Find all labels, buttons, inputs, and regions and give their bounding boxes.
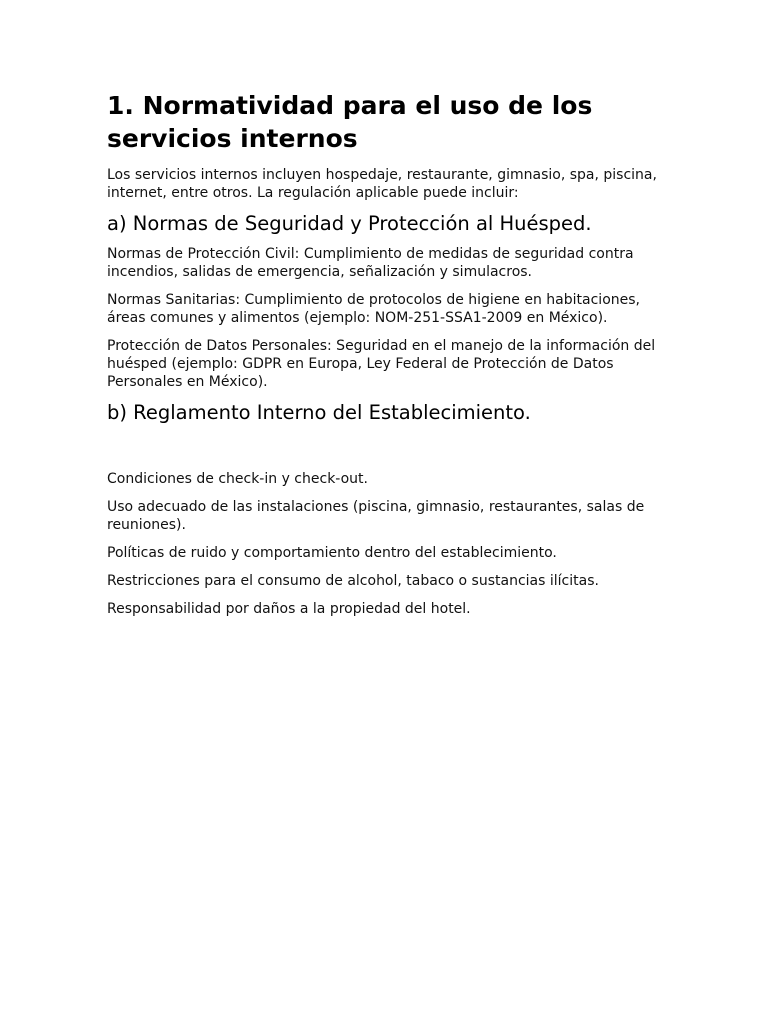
section-b-paragraph: Responsabilidad por daños a la propiedad del hotel. bbox=[107, 601, 471, 617]
section-a-heading: a) Normas de Seguridad y Protección al Huésped. bbox=[107, 212, 592, 235]
section-a-paragraph: Protección de Datos Personales: Seguridad en el manejo de la información del huésped (ejemplo: GDPR en Europa, Ley Federal de Protección de Datos Personales en México). bbox=[107, 338, 656, 390]
section-b-paragraph: Condiciones de check-in y check-out. bbox=[107, 471, 368, 487]
spacer bbox=[107, 434, 667, 470]
section-b-paragraph: Uso adecuado de las instalaciones (piscina, gimnasio, restaurantes, salas de reuniones). bbox=[107, 499, 645, 533]
section-b-paragraph: Restricciones para el consumo de alcohol, tabaco o sustancias ilícitas. bbox=[107, 573, 599, 589]
section-b-paragraph: Políticas de ruido y comportamiento dentro del establecimiento. bbox=[107, 545, 557, 561]
document-page bbox=[107, 89, 667, 628]
document-title: 1. Normatividad para el uso de los servicios internos bbox=[107, 91, 593, 153]
section-a-paragraph: Normas Sanitarias: Cumplimiento de protocolos de higiene en habitaciones, áreas comunes y alimentos (ejemplo: NOM-251-SSA1-2009 en México). bbox=[107, 292, 640, 326]
section-a-paragraph: Normas de Protección Civil: Cumplimiento de medidas de seguridad contra incendios, salidas de emergencia, señalización y simulacros. bbox=[107, 246, 634, 280]
section-b-heading: b) Reglamento Interno del Establecimiento. bbox=[107, 401, 531, 424]
intro-paragraph: Los servicios internos incluyen hospedaje, restaurante, gimnasio, spa, piscina, internet, entre otros. La regulación aplicable puede incluir: bbox=[107, 167, 657, 201]
